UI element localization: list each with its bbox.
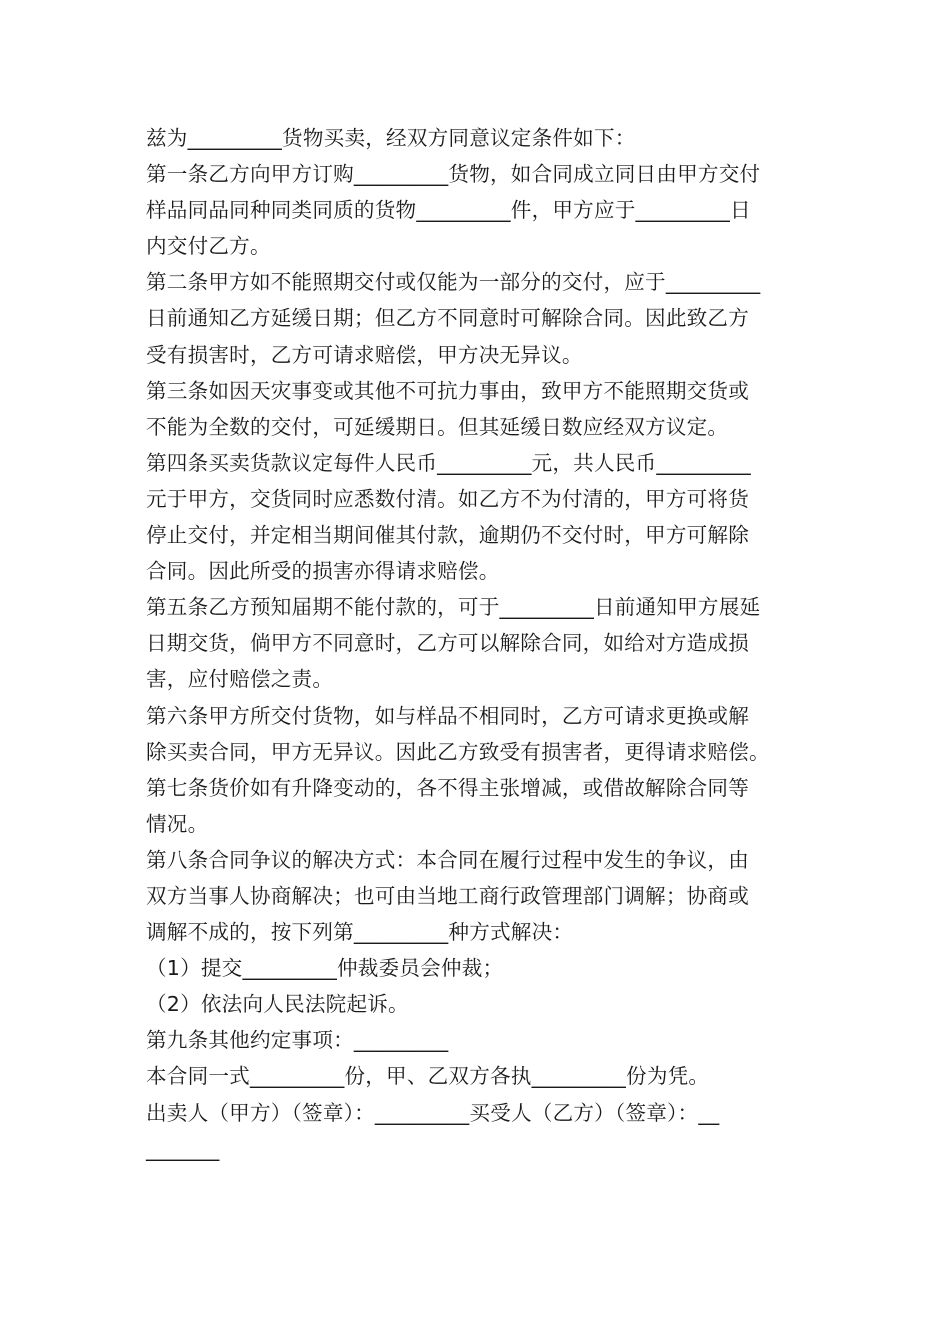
contract-line: （1）提交_________仲裁委员会仲裁； — [146, 956, 504, 981]
contract-line: 内交付乙方。 — [146, 234, 271, 259]
contract-line: 害，应付赔偿之责。 — [146, 667, 334, 692]
contract-line: 日期交货，倘甲方不同意时，乙方可以解除合同，如给对方造成损 — [146, 631, 750, 656]
contract-line: 双方当事人协商解决；也可由当地工商行政管理部门调解；协商或 — [146, 883, 750, 908]
contract-line: 兹为_________货物买卖，经双方同意议定条件如下： — [146, 126, 636, 150]
contract-line: 不能为全数的交付，可延缓期日。但其延缓日数应经双方议定。 — [146, 414, 729, 439]
contract-line: 停止交付，并定相当期间催其付款，逾期仍不交付时，甲方可解除 — [146, 523, 750, 548]
contract-line: 第四条买卖货款议定每件人民币_________元，共人民币_________ — [146, 450, 751, 475]
contract-line: 日前通知乙方延缓日期；但乙方不同意时可解除合同。因此致乙方 — [146, 306, 750, 331]
contract-line: 情况。 — [146, 811, 209, 836]
contract-line: 样品同品同种同类同质的货物_________件，甲方应于_________日 — [146, 198, 751, 223]
contract-line: _______ — [146, 1136, 220, 1161]
contract-line: 第六条甲方所交付货物，如与样品不相同时，乙方可请求更换或解 — [146, 703, 750, 728]
contract-line: 第八条合同争议的解决方式：本合同在履行过程中发生的争议，由 — [146, 847, 750, 872]
contract-line: 第五条乙方预知届期不能付款的，可于_________日前通知甲方展延 — [146, 595, 761, 620]
contract-line: 出卖人（甲方）（签章）：_________买受人（乙方）（签章）：__ — [146, 1100, 720, 1125]
contract-line: 第九条其他约定事项：_________ — [146, 1028, 449, 1053]
contract-line: 第一条乙方向甲方订购_________货物，如合同成立同日由甲方交付 — [146, 162, 761, 187]
contract-line: 本合同一式_________份，甲、乙双方各执_________份为凭。 — [146, 1064, 710, 1089]
contract-line: 除买卖合同，甲方无异议。因此乙方致受有损害者，更得请求赔偿。 — [146, 739, 770, 764]
contract-line: 第三条如因天灾事变或其他不可抗力事由，致甲方不能照期交货或 — [146, 378, 750, 403]
contract-body — [146, 120, 808, 1167]
contract-line: 合同。因此所受的损害亦得请求赔偿。 — [146, 559, 500, 584]
contract-line: 第七条货价如有升降变动的，各不得主张增减，或借故解除合同等 — [146, 775, 750, 800]
contract-line: 元于甲方，交货同时应悉数付清。如乙方不为付清的，甲方可将货 — [146, 486, 750, 511]
contract-line: （2）依法向人民法院起诉。 — [146, 992, 409, 1017]
contract-line: 受有损害时，乙方可请求赔偿，甲方决无异议。 — [146, 342, 583, 367]
contract-line: 第二条甲方如不能照期交付或仅能为一部分的交付，应于_________ — [146, 270, 761, 295]
contract-line: 调解不成的，按下列第_________种方式解决： — [146, 920, 574, 945]
